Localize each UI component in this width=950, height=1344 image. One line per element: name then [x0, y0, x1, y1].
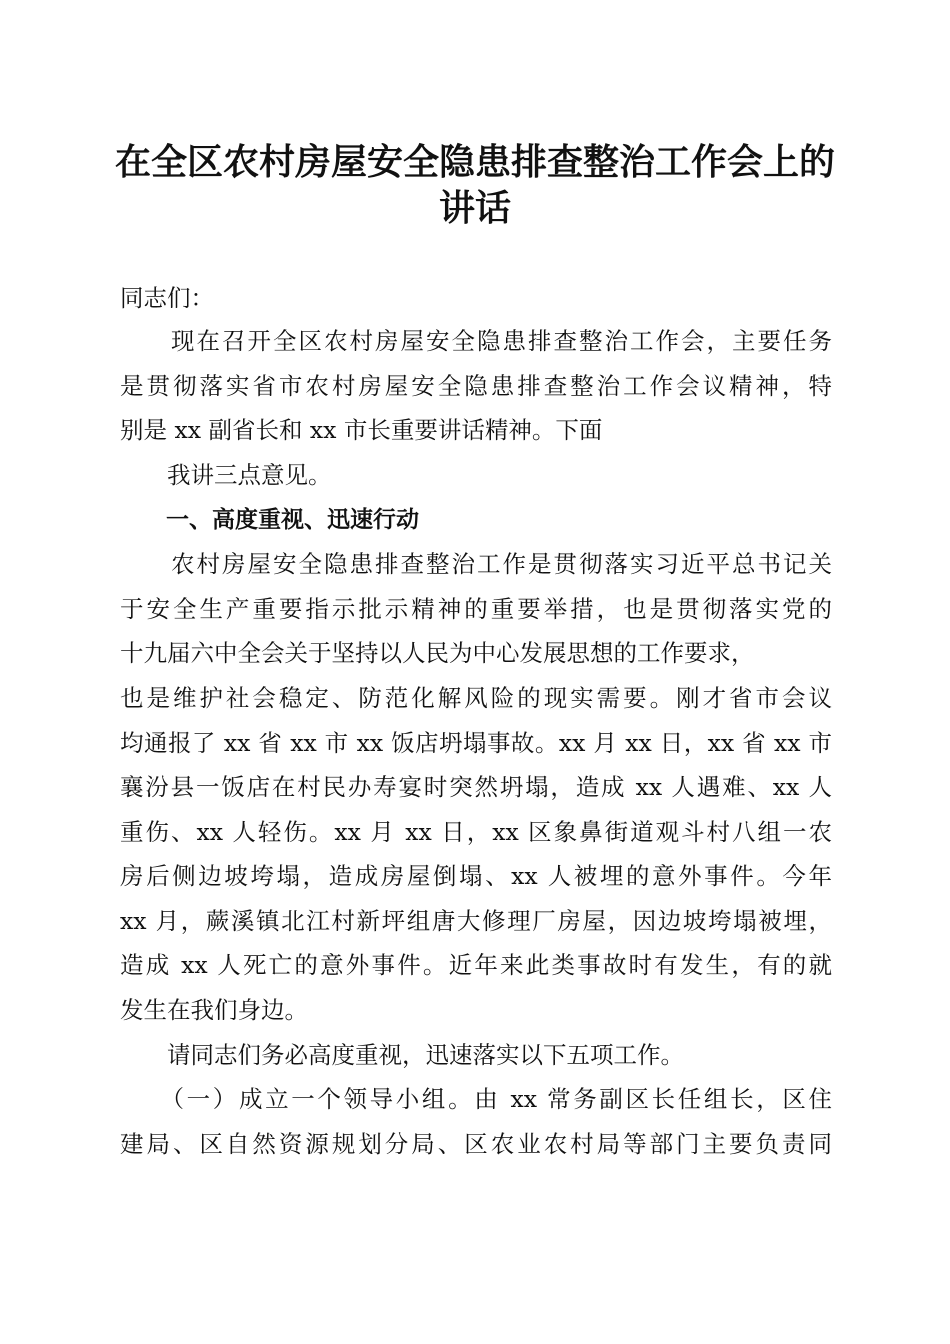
paragraph-line: 现在召开全区农村房屋安全隐患排查整治工作会，主要任务: [120, 327, 832, 355]
paragraph-line: 也是维护社会稳定、防范化解风险的现实需要。刚才省市会议: [120, 684, 832, 712]
subsection-line: （一）成立一个领导小组。由 xx 常务副区长任组长，区住: [120, 1085, 832, 1113]
paragraph-line: 农村房屋安全隐患排查整治工作是贯彻落实习近平总书记关: [120, 550, 832, 578]
paragraph-line: 襄汾县一饭店在村民办寿宴时突然坍塌，造成 xx 人遇难、xx 人: [120, 773, 832, 801]
document-title-line-2: 讲话: [438, 187, 511, 229]
paragraph-line: 建局、区自然资源规划分局、区农业农村局等部门主要负责同: [120, 1130, 832, 1158]
paragraph-line: 重伤、xx 人轻伤。xx 月 xx 日，xx 区象鼻街道观斗村八组一农: [120, 818, 832, 846]
paragraph-line: 别是 xx 副省长和 xx 市长重要讲话精神。下面: [120, 416, 603, 444]
paragraph-line: 房后侧边坡垮塌，造成房屋倒塌、xx 人被埋的意外事件。今年: [120, 862, 832, 890]
paragraph-line: 造成 xx 人死亡的意外事件。近年来此类事故时有发生，有的就: [120, 951, 832, 979]
document-title-line-1: 在全区农村房屋安全隐患排查整治工作会上的: [114, 141, 835, 183]
paragraph-line: 发生在我们身边。: [120, 996, 308, 1024]
paragraph-line: 于安全生产重要指示批示精神的重要举措，也是贯彻落实党的: [120, 595, 832, 623]
paragraph-line: 我讲三点意见。: [120, 461, 332, 489]
paragraph-line: 均通报了 xx 省 xx 市 xx 饭店坍塌事故。xx 月 xx 日，xx 省 xx 市: [120, 729, 832, 757]
paragraph-line: xx 月，蕨溪镇北江村新坪组唐大修理厂房屋，因边坡垮塌被埋，: [120, 907, 832, 935]
paragraph-line: 十九届六中全会关于坚持以人民为中心发展思想的工作要求，: [120, 639, 755, 667]
section-heading: 一、高度重视、迅速行动: [120, 507, 419, 533]
salutation: 同志们：: [120, 284, 214, 312]
paragraph-line: 是贯彻落实省市农村房屋安全隐患排查整治工作会议精神，特: [120, 372, 832, 400]
paragraph-line: 请同志们务必高度重视，迅速落实以下五项工作。: [120, 1041, 684, 1069]
